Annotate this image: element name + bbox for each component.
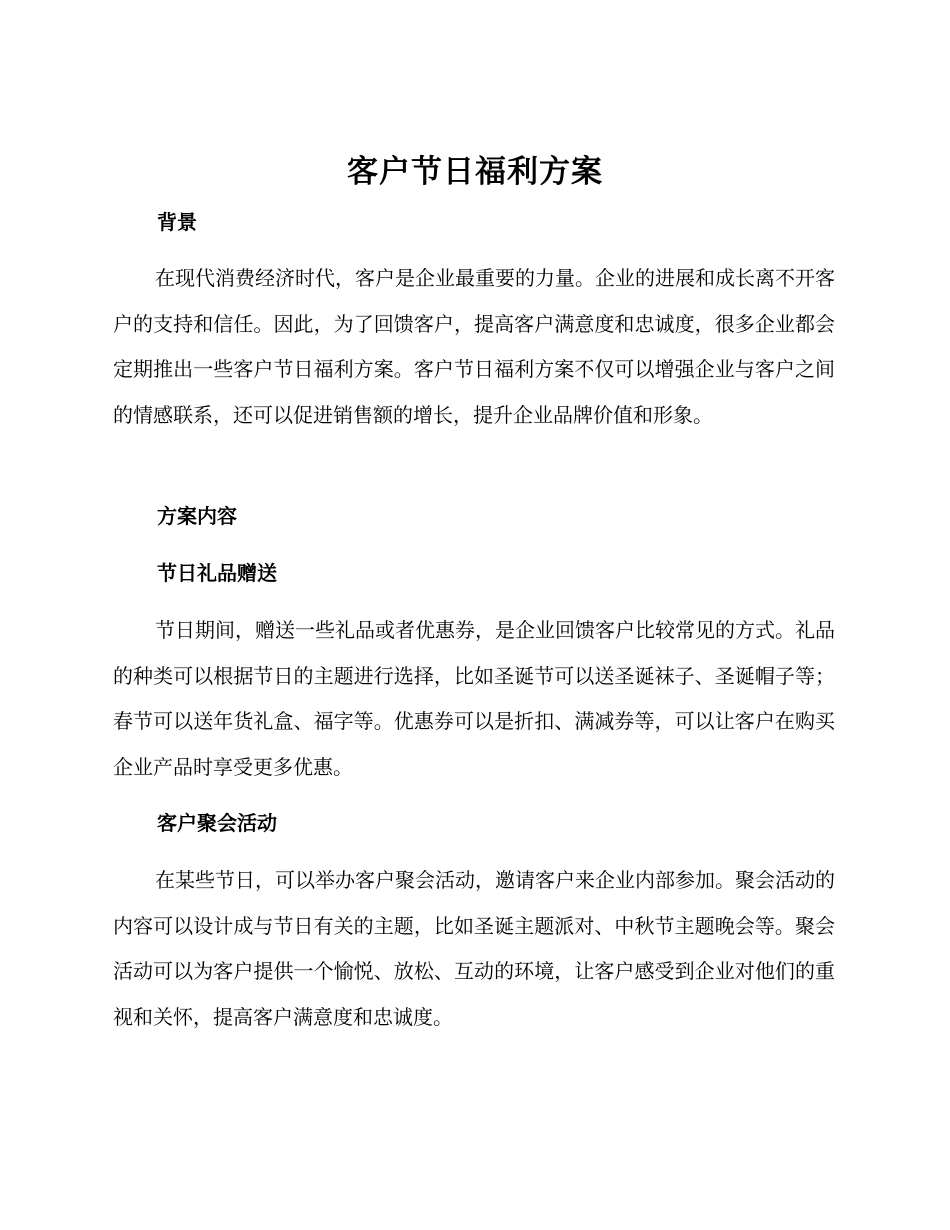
section-paragraph-background: 在现代消费经济时代，客户是企业最重要的力量。企业的进展和成长离不开客户的支持和信任。因此，为了回馈客户，提高客户满意度和忠诚度，很多企业都会定期推出一些客户节日福利方案。客户节日福利方案不仅可以增强企业与客户之间的情感联系，还可以促进销售额的增长，提升企业品牌价值和形象。 [113,266,835,427]
section-paragraph-gift-giving: 节日期间，赠送一些礼品或者优惠券，是企业回馈客户比较常见的方式。礼品的种类可以根据节日的主题进行选择，比如圣诞节可以送圣诞袜子、圣诞帽子等；春节可以送年货礼盒、福字等。优惠券可以是折扣、满减券等，可以让客户在购买企业产品时享受更多优惠。 [113,618,835,779]
section-heading-customer-party: 客户聚会活动 [157,811,277,835]
document-title: 客户节日福利方案 [347,154,603,190]
section-paragraph-customer-party: 在某些节日，可以举办客户聚会活动，邀请客户来企业内部参加。聚会活动的内容可以设计成与节日有关的主题，比如圣诞主题派对、中秋节主题晚会等。聚会活动可以为客户提供一个愉悦、放松、互动的环境，让客户感受到企业对他们的重视和关怀，提高客户满意度和忠诚度。 [113,868,835,1029]
section-heading-gift-giving: 节日礼品赠送 [157,561,277,585]
section-heading-background: 背景 [157,210,197,234]
section-heading-plan-content: 方案内容 [157,504,237,528]
